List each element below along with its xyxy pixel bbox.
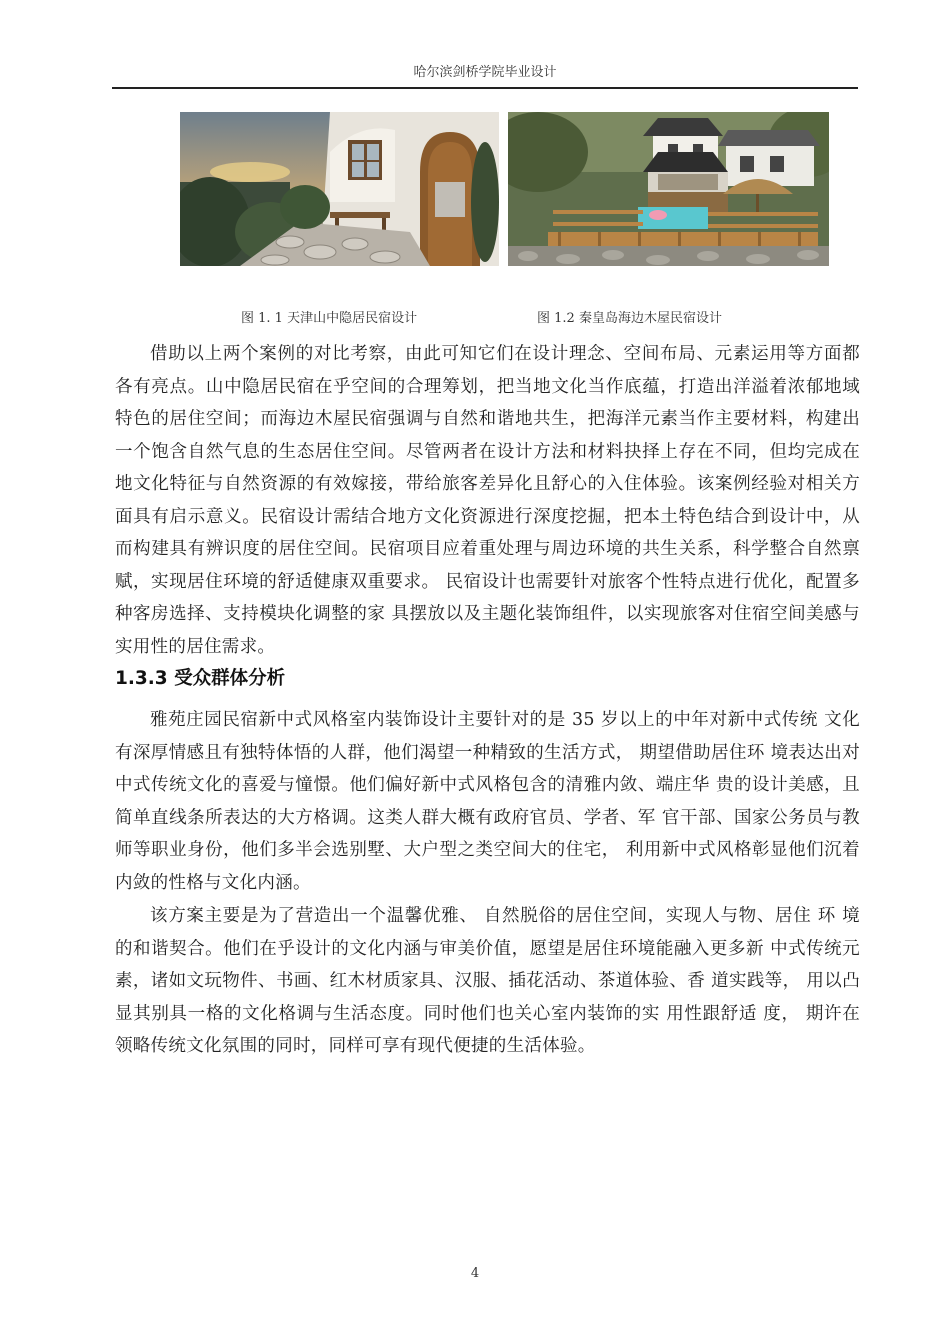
body-paragraph: 雅苑庄园民宿新中式风格室内装饰设计主要针对的是 35 岁以上的中年对新中式传统 文化有深厚情感且有独特体悟的人群，他们渴望一种精致的生活方式， 期望借助居住环 境表达出对中式传统文化的喜爱与憧憬。他们偏好新中式风格包含的清雅内敛、端庄华 贵的设计美感，且简单直线条所表达的大方格调。这类人群大概有政府官员、学者、军 官干部、国家公务员与教师等职业身份，他们多半会选别墅、大户型之类空间大的住宅， 利用新中式风格彰显他们沉着内敛的性格与文化内涵。 xyxy=(115,710,860,893)
figure-photo-seaside-homestay xyxy=(508,112,829,266)
section-heading: 1.3.3 受众群体分析 xyxy=(115,668,286,689)
figure-caption: 图 1.2 秦皇岛海边木屋民宿设计 xyxy=(537,311,722,326)
body-paragraph: 该方案主要是为了营造出一个温馨优雅、 自然脱俗的居住空间，实现人与物、居住 环 境的和谐契合。他们在乎设计的文化内涵与审美价值，愿望是居住环境能融入更多新 中式传统元素，诸如文玩物件、书画、红木材质家具、汉服、插花活动、茶道体验、香 道实践等， 用以凸显其别具一格的文化格调与生活态度。同时他们也关心室内装饰的实 用性跟舒适 度， 期许在领略传统文化氛围的同时，同样可享有现代便捷的生活体验。 xyxy=(115,906,860,1056)
page-number: 4 xyxy=(470,1266,480,1281)
figure-photo-mountain-homestay xyxy=(180,112,499,266)
body-paragraph: 借助以上两个案例的对比考察，由此可知它们在设计理念、空间布局、元素运用等方面都各有亮点。山中隐居民宿在乎空间的合理筹划，把当地文化当作底蕴，打造出洋溢着浓郁地域特色的居住空间；而海边木屋民宿强调与自然和谐地共生，把海洋元素当作主要材料，构建出一个饱含自然气息的生态居住空间。尽管两者在设计方法和材料抉择上存在不同，但均完成在地文化特征与自然资源的有效嫁接，带给旅客差异化且舒心的入住体验。该案例经验对相关方面具有启示意义。民宿设计需结合地方文化资源进行深度挖掘，把本土特色结合到设计中，从而构建具有辨识度的居住空间。民宿项目应着重处理与周边环境的共生关系，科学整合自然禀赋，实现居住环境的舒适健康双重要求。 民宿设计也需要针对旅客个性特点进行优化，配置多种客房选择、支持模块化调整的家 具摆放以及主题化装饰组件，以实现旅客对住宿空间美感与实用性的居住需求。 xyxy=(115,344,860,657)
figure-caption: 图 1. 1 天津山中隐居民宿设计 xyxy=(241,311,418,326)
running-header: 哈尔滨剑桥学院毕业设计 xyxy=(112,62,858,89)
